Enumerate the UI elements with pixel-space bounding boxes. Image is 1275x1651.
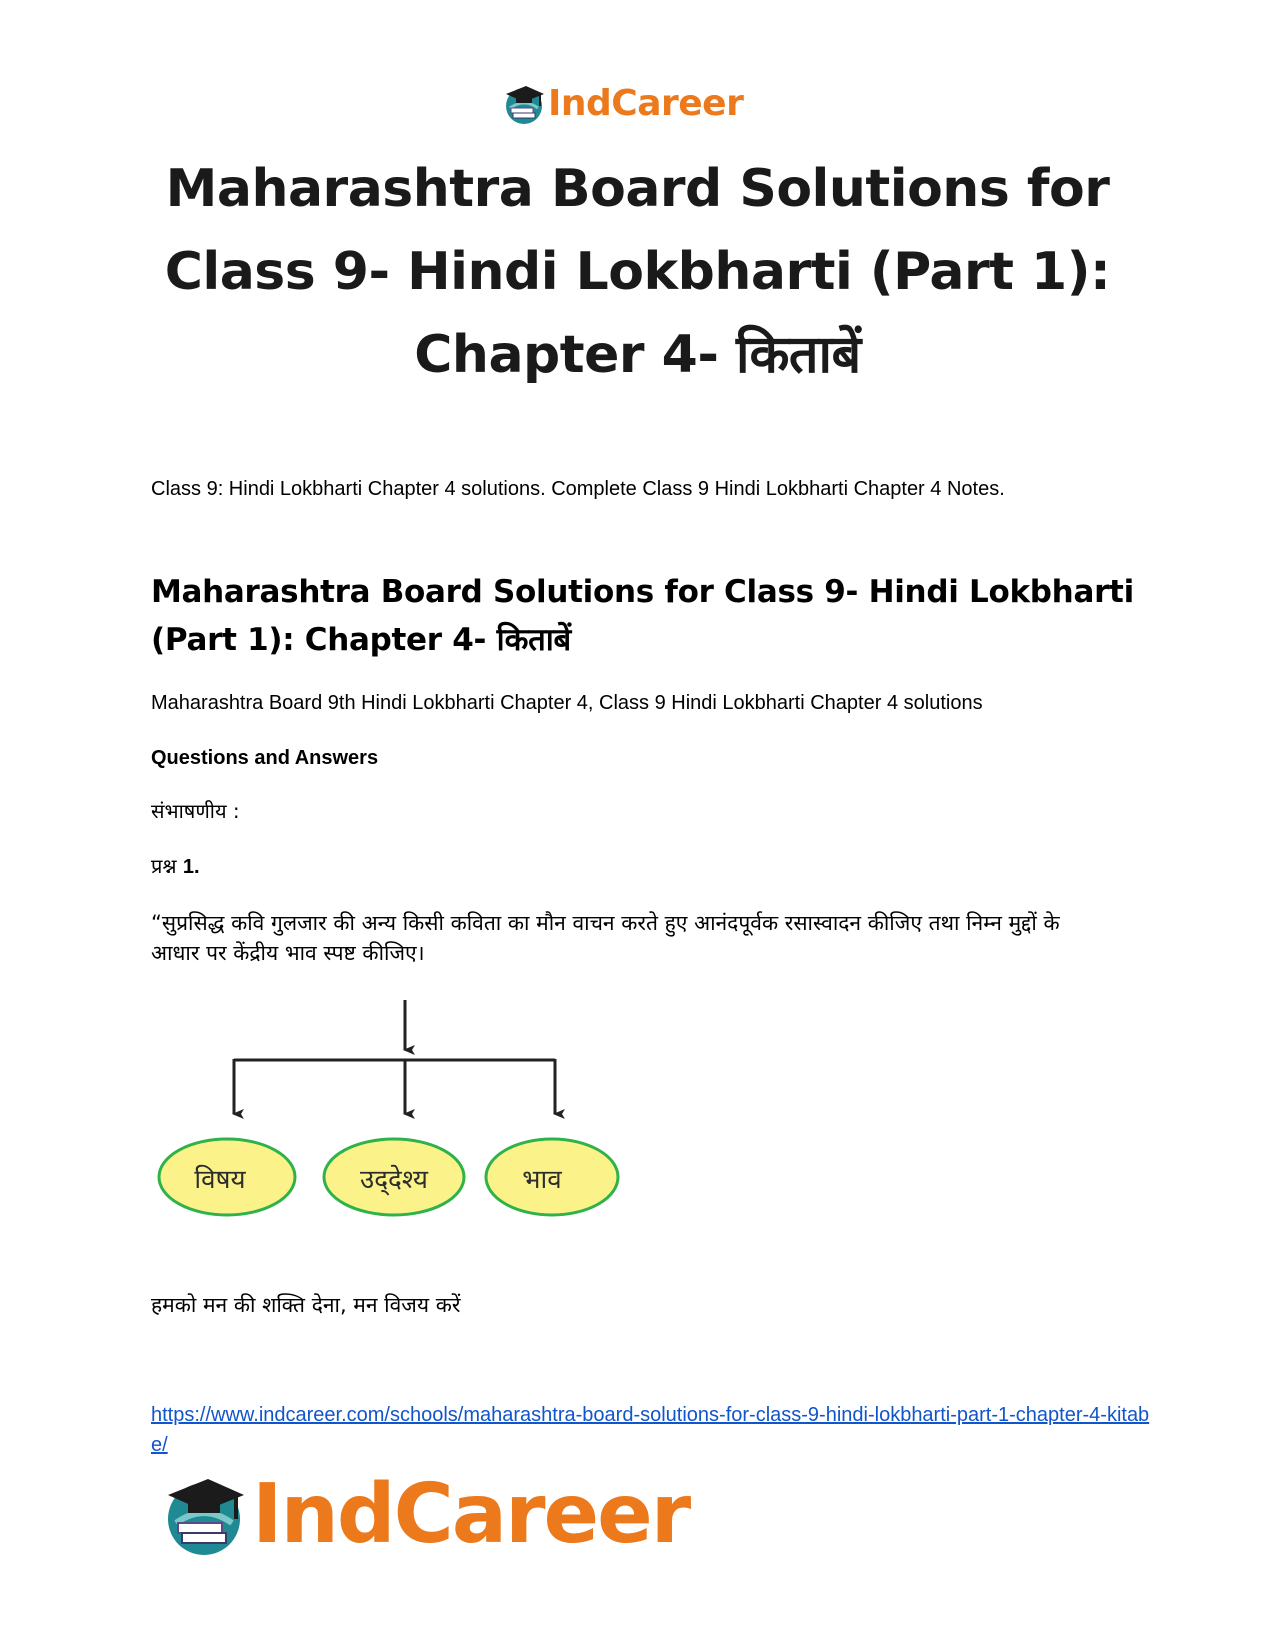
node-label-vishay: विषय	[194, 1165, 246, 1195]
title-line-1: Maharashtra Board Solutions for	[165, 159, 1110, 219]
section-heading: Maharashtra Board Solutions for Class 9- Hindi Lokbharti (Part 1): Chapter 4- किताबें	[151, 574, 1134, 658]
question-text: “सुप्रसिद्ध कवि गुलजार की अन्य किसी कविता का मौन वाचन करते हुए आनंदपूर्वक रसास्वादन कीजिए तथा निम्न मुद्दों के आधार पर केंद्रीय भाव स्पष्ट कीजिए।	[151, 911, 1060, 965]
question-number: 1.	[182, 856, 200, 878]
node-bhaav	[486, 1139, 618, 1215]
sambhashaniya-label: संभाषणीय :	[151, 799, 240, 823]
brand-name: IndCareer	[548, 83, 744, 124]
title-line-3: Chapter 4- किताबें	[414, 325, 861, 385]
node-label-bhaav: भाव	[522, 1165, 562, 1195]
node-label-uddeshya: उद्‌देश्य	[360, 1165, 428, 1195]
footer-brand-name: IndCareer	[252, 1467, 690, 1562]
question-label-word: प्रश्न	[151, 854, 177, 878]
document-title	[100, 148, 1175, 397]
intro-paragraph: Class 9: Hindi Lokbharti Chapter 4 solutions. Complete Class 9 Hindi Lokbharti Chapter 4 Notes.	[151, 478, 1005, 500]
question-label	[151, 852, 200, 881]
subtitle-paragraph: Maharashtra Board 9th Hindi Lokbharti Chapter 4, Class 9 Hindi Lokbharti Chapter 4 solutions	[151, 692, 983, 714]
node-uddeshya	[324, 1139, 464, 1215]
source-url-link[interactable]: https://www.indcareer.com/schools/maharashtra-board-solutions-for-class-9-hindi-lokbharti-part-1-chapter-4-kitabe/	[151, 1404, 1150, 1456]
title-line-2: Class 9- Hindi Lokbharti (Part 1):	[164, 242, 1111, 302]
node-vishay	[159, 1139, 295, 1215]
mind-map-diagram	[150, 998, 650, 1230]
qa-heading: Questions and Answers	[151, 747, 379, 769]
graduation-cap-icon	[502, 82, 546, 126]
answer-text: हमको मन की शक्ति देना, मन विजय करें	[151, 1293, 461, 1317]
footer-logo	[160, 1467, 690, 1562]
header-logo	[502, 80, 743, 128]
graduation-cap-icon	[160, 1471, 248, 1559]
